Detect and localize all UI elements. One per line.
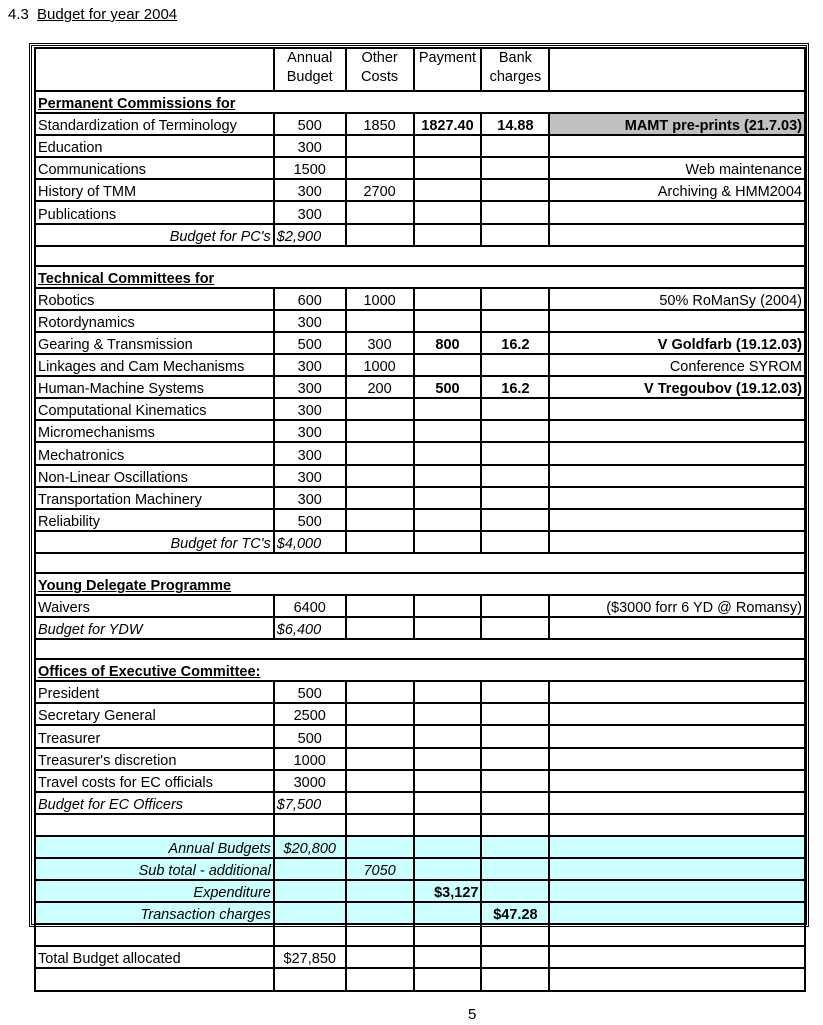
- summary-value: $3,127: [414, 880, 482, 902]
- payment-cell: [414, 310, 482, 332]
- other-costs-cell: 200: [346, 376, 414, 398]
- other-costs-cell: [346, 157, 414, 179]
- empty-cell: [481, 858, 549, 880]
- other-costs-cell: [346, 487, 414, 509]
- empty-cell: [481, 748, 549, 770]
- header-other-costs: Other Costs: [346, 48, 414, 91]
- empty-cell: [481, 531, 549, 553]
- payment-cell: [414, 509, 482, 531]
- bank-charges-cell: [481, 354, 549, 376]
- empty-cell: [549, 748, 805, 770]
- budget-subtotal-row: [35, 224, 805, 246]
- empty-cell: [549, 902, 805, 924]
- note-cell: V Goldfarb (19.12.03): [549, 332, 805, 354]
- bank-charges-cell: [481, 179, 549, 201]
- bank-charges-cell: [481, 442, 549, 464]
- bank-charges-cell: [481, 465, 549, 487]
- row-label: Standardization of Terminology: [35, 113, 274, 135]
- empty-cell: [346, 681, 414, 703]
- empty-cell: [414, 814, 482, 836]
- row-label: Robotics: [35, 288, 274, 310]
- annual-budget-cell: 1000: [274, 748, 346, 770]
- total-row: [35, 946, 805, 968]
- other-costs-cell: [346, 310, 414, 332]
- summary-label: Annual Budgets: [35, 836, 274, 858]
- note-cell: [549, 509, 805, 531]
- other-costs-cell: [346, 595, 414, 617]
- section-heading: [8, 6, 177, 23]
- empty-cell: [346, 725, 414, 747]
- other-costs-cell: [346, 420, 414, 442]
- table-row: [35, 509, 805, 531]
- budget-subtotal-row: [35, 617, 805, 639]
- empty-cell: [481, 224, 549, 246]
- empty-cell: [481, 770, 549, 792]
- budget-label: Budget for TC's: [35, 531, 274, 553]
- pc-section-row: [35, 91, 805, 113]
- empty-cell: [35, 968, 274, 990]
- row-label: Treasurer's discretion: [35, 748, 274, 770]
- row-label: Transportation Machinery: [35, 487, 274, 509]
- budget-subtotal-row: [35, 792, 805, 814]
- table-row: [35, 135, 805, 157]
- empty-cell: [549, 792, 805, 814]
- other-costs-cell: 2700: [346, 179, 414, 201]
- bank-charges-cell: 16.2: [481, 332, 549, 354]
- note-cell: V Tregoubov (19.12.03): [549, 376, 805, 398]
- annual-budget-cell: 500: [274, 509, 346, 531]
- payment-cell: [414, 288, 482, 310]
- empty-cell: [274, 968, 346, 990]
- empty-cell: [481, 924, 549, 946]
- payment-cell: [414, 442, 482, 464]
- header-note-cell: [549, 48, 805, 91]
- table-row: [35, 465, 805, 487]
- empty-cell: [346, 814, 414, 836]
- note-cell: ($3000 forr 6 YD @ Romansy): [549, 595, 805, 617]
- empty-cell: [481, 703, 549, 725]
- annual-budget-cell: 300: [274, 201, 346, 223]
- empty-cell: [414, 748, 482, 770]
- table-row: [35, 288, 805, 310]
- spacer-row: [35, 246, 805, 266]
- empty-cell: [414, 946, 482, 968]
- summary-row: [35, 902, 805, 924]
- spacer-cell: [35, 639, 805, 659]
- section-title: Permanent Commissions for: [35, 91, 805, 113]
- note-cell: [549, 398, 805, 420]
- empty-cell: [481, 836, 549, 858]
- payment-cell: [414, 420, 482, 442]
- note-cell: [549, 442, 805, 464]
- note-cell: [549, 487, 805, 509]
- spacer-row: [35, 639, 805, 659]
- empty-cell: [549, 968, 805, 990]
- total-value: $27,850: [274, 946, 346, 968]
- row-label: Linkages and Cam Mechanisms: [35, 354, 274, 376]
- empty-cell: [274, 880, 346, 902]
- annual-budget-cell: 300: [274, 179, 346, 201]
- payment-cell: [414, 157, 482, 179]
- other-costs-cell: 1000: [346, 288, 414, 310]
- summary-label: Transaction charges: [35, 902, 274, 924]
- bank-charges-cell: [481, 201, 549, 223]
- budget-subtotal-row: [35, 531, 805, 553]
- empty-cell: [549, 725, 805, 747]
- empty-cell: [549, 703, 805, 725]
- budget-value: $7,500: [274, 792, 346, 814]
- empty-cell: [414, 968, 482, 990]
- note-cell: [549, 135, 805, 157]
- empty-cell: [549, 531, 805, 553]
- empty-cell: [414, 902, 482, 924]
- note-cell: [549, 420, 805, 442]
- budget-label: Budget for YDW: [35, 617, 274, 639]
- empty-row: [35, 968, 805, 990]
- row-label: Communications: [35, 157, 274, 179]
- annual-budget-cell: 300: [274, 442, 346, 464]
- annual-budget-cell: 300: [274, 310, 346, 332]
- budget-value: $6,400: [274, 617, 346, 639]
- row-label: Reliability: [35, 509, 274, 531]
- note-cell: [549, 310, 805, 332]
- row-label: Mechatronics: [35, 442, 274, 464]
- bank-charges-cell: [481, 420, 549, 442]
- row-label: Non-Linear Oscillations: [35, 465, 274, 487]
- row-label: Gearing & Transmission: [35, 332, 274, 354]
- row-label: Treasurer: [35, 725, 274, 747]
- bank-charges-cell: 16.2: [481, 376, 549, 398]
- empty-cell: [549, 770, 805, 792]
- header-bank-charges: Bank charges: [481, 48, 549, 91]
- header-payment: Payment: [414, 48, 482, 91]
- empty-cell: [481, 792, 549, 814]
- bank-charges-cell: [481, 310, 549, 332]
- bank-charges-cell: [481, 135, 549, 157]
- empty-cell: [549, 946, 805, 968]
- annual-budget-cell: 300: [274, 398, 346, 420]
- bank-charges-cell: [481, 487, 549, 509]
- other-costs-cell: [346, 398, 414, 420]
- empty-cell: [346, 617, 414, 639]
- table-row: [35, 113, 805, 135]
- annual-budget-cell: 300: [274, 465, 346, 487]
- budget-label: Budget for PC's: [35, 224, 274, 246]
- empty-cell: [481, 617, 549, 639]
- annual-budget-cell: 500: [274, 113, 346, 135]
- summary-value: $47.28: [481, 902, 549, 924]
- row-label: Computational Kinematics: [35, 398, 274, 420]
- note-cell: Conference SYROM: [549, 354, 805, 376]
- other-costs-cell: [346, 509, 414, 531]
- other-costs-cell: [346, 135, 414, 157]
- empty-cell: [549, 617, 805, 639]
- annual-budget-cell: 300: [274, 420, 346, 442]
- empty-cell: [274, 814, 346, 836]
- spacer-row: [35, 553, 805, 573]
- table-row: [35, 354, 805, 376]
- budget-label: Budget for EC Officers: [35, 792, 274, 814]
- note-cell: [549, 465, 805, 487]
- empty-cell: [274, 902, 346, 924]
- empty-cell: [346, 902, 414, 924]
- table-row: [35, 157, 805, 179]
- other-costs-cell: 1000: [346, 354, 414, 376]
- empty-cell: [346, 946, 414, 968]
- payment-cell: [414, 354, 482, 376]
- empty-cell: [549, 924, 805, 946]
- note-cell: MAMT pre-prints (21.7.03): [549, 113, 805, 135]
- budget-table: [34, 47, 806, 992]
- row-label: Human-Machine Systems: [35, 376, 274, 398]
- empty-cell: [346, 770, 414, 792]
- total-label: Total Budget allocated: [35, 946, 274, 968]
- empty-cell: [414, 836, 482, 858]
- other-costs-cell: [346, 201, 414, 223]
- annual-budget-cell: 300: [274, 487, 346, 509]
- bank-charges-cell: 14.88: [481, 113, 549, 135]
- empty-cell: [549, 814, 805, 836]
- empty-cell: [346, 836, 414, 858]
- summary-row: [35, 880, 805, 902]
- annual-budget-cell: 300: [274, 354, 346, 376]
- bank-charges-cell: [481, 595, 549, 617]
- other-costs-cell: 300: [346, 332, 414, 354]
- summary-row: [35, 858, 805, 880]
- row-label: Travel costs for EC officials: [35, 770, 274, 792]
- table-row: [35, 487, 805, 509]
- empty-cell: [346, 968, 414, 990]
- empty-cell: [346, 924, 414, 946]
- ec-section-row: [35, 659, 805, 681]
- payment-cell: [414, 595, 482, 617]
- budget-table-frame: [29, 43, 809, 968]
- annual-budget-cell: 600: [274, 288, 346, 310]
- empty-row: [35, 814, 805, 836]
- empty-cell: [481, 814, 549, 836]
- empty-cell: [549, 224, 805, 246]
- annual-budget-cell: 500: [274, 332, 346, 354]
- empty-cell: [481, 725, 549, 747]
- payment-cell: [414, 135, 482, 157]
- row-label: Publications: [35, 201, 274, 223]
- empty-cell: [346, 531, 414, 553]
- table-row: [35, 201, 805, 223]
- empty-cell: [35, 814, 274, 836]
- empty-cell: [414, 725, 482, 747]
- empty-row: [35, 924, 805, 946]
- summary-value: 7050: [346, 858, 414, 880]
- row-label: Waivers: [35, 595, 274, 617]
- page-number: 5: [468, 1006, 477, 1023]
- empty-cell: [414, 617, 482, 639]
- payment-cell: 500: [414, 376, 482, 398]
- table-row: [35, 442, 805, 464]
- spacer-cell: [35, 246, 805, 266]
- summary-value: $20,800: [274, 836, 346, 858]
- payment-cell: 1827.40: [414, 113, 482, 135]
- empty-cell: [346, 880, 414, 902]
- table-row: [35, 376, 805, 398]
- empty-cell: [346, 703, 414, 725]
- bank-charges-cell: [481, 509, 549, 531]
- empty-cell: [481, 968, 549, 990]
- note-cell: [549, 201, 805, 223]
- annual-budget-cell: 500: [274, 725, 346, 747]
- empty-cell: [346, 792, 414, 814]
- table-row: [35, 681, 805, 703]
- note-cell: Web maintenance: [549, 157, 805, 179]
- payment-cell: [414, 487, 482, 509]
- ydp-section-row: [35, 573, 805, 595]
- empty-cell: [414, 924, 482, 946]
- tc-section-row: [35, 266, 805, 288]
- other-costs-cell: [346, 442, 414, 464]
- table-row: [35, 398, 805, 420]
- table-row: [35, 595, 805, 617]
- empty-cell: [414, 681, 482, 703]
- empty-cell: [549, 681, 805, 703]
- table-row: [35, 770, 805, 792]
- empty-cell: [274, 858, 346, 880]
- empty-cell: [549, 858, 805, 880]
- row-label: President: [35, 681, 274, 703]
- empty-cell: [346, 748, 414, 770]
- row-label: Secretary General: [35, 703, 274, 725]
- annual-budget-cell: 6400: [274, 595, 346, 617]
- spacer-cell: [35, 553, 805, 573]
- empty-cell: [35, 924, 274, 946]
- table-row: [35, 332, 805, 354]
- section-title: Offices of Executive Committee:: [35, 659, 805, 681]
- budget-value: $4,000: [274, 531, 346, 553]
- empty-cell: [481, 681, 549, 703]
- bank-charges-cell: [481, 398, 549, 420]
- empty-cell: [346, 224, 414, 246]
- annual-budget-cell: 300: [274, 376, 346, 398]
- annual-budget-cell: 3000: [274, 770, 346, 792]
- header-row: [35, 48, 805, 91]
- annual-budget-cell: 500: [274, 681, 346, 703]
- other-costs-cell: 1850: [346, 113, 414, 135]
- table-row: [35, 748, 805, 770]
- summary-row: [35, 836, 805, 858]
- annual-budget-cell: 2500: [274, 703, 346, 725]
- empty-cell: [414, 770, 482, 792]
- annual-budget-cell: 300: [274, 135, 346, 157]
- header-annual-budget: Annual Budget: [274, 48, 346, 91]
- payment-cell: 800: [414, 332, 482, 354]
- table-row: [35, 310, 805, 332]
- annual-budget-cell: 1500: [274, 157, 346, 179]
- row-label: Rotordynamics: [35, 310, 274, 332]
- payment-cell: [414, 398, 482, 420]
- note-cell: 50% RoManSy (2004): [549, 288, 805, 310]
- empty-cell: [274, 924, 346, 946]
- payment-cell: [414, 201, 482, 223]
- note-cell: Archiving & HMM2004: [549, 179, 805, 201]
- section-title: Young Delegate Programme: [35, 573, 805, 595]
- payment-cell: [414, 179, 482, 201]
- empty-cell: [414, 858, 482, 880]
- section-title: Technical Committees for: [35, 266, 805, 288]
- section-number: 4.3: [8, 6, 29, 23]
- table-row: [35, 703, 805, 725]
- payment-cell: [414, 465, 482, 487]
- table-row: [35, 179, 805, 201]
- summary-label: Sub total - additional: [35, 858, 274, 880]
- budget-value: $2,900: [274, 224, 346, 246]
- row-label: Education: [35, 135, 274, 157]
- section-title: Budget for year 2004: [37, 6, 178, 23]
- empty-cell: [414, 531, 482, 553]
- bank-charges-cell: [481, 288, 549, 310]
- table-row: [35, 420, 805, 442]
- summary-label: Expenditure: [35, 880, 274, 902]
- empty-cell: [549, 880, 805, 902]
- row-label: History of TMM: [35, 179, 274, 201]
- empty-cell: [549, 836, 805, 858]
- empty-cell: [481, 946, 549, 968]
- table-row: [35, 725, 805, 747]
- row-label: Micromechanisms: [35, 420, 274, 442]
- empty-cell: [414, 792, 482, 814]
- bank-charges-cell: [481, 157, 549, 179]
- empty-cell: [481, 880, 549, 902]
- empty-cell: [414, 224, 482, 246]
- other-costs-cell: [346, 465, 414, 487]
- header-label-cell: [35, 48, 274, 91]
- empty-cell: [414, 703, 482, 725]
